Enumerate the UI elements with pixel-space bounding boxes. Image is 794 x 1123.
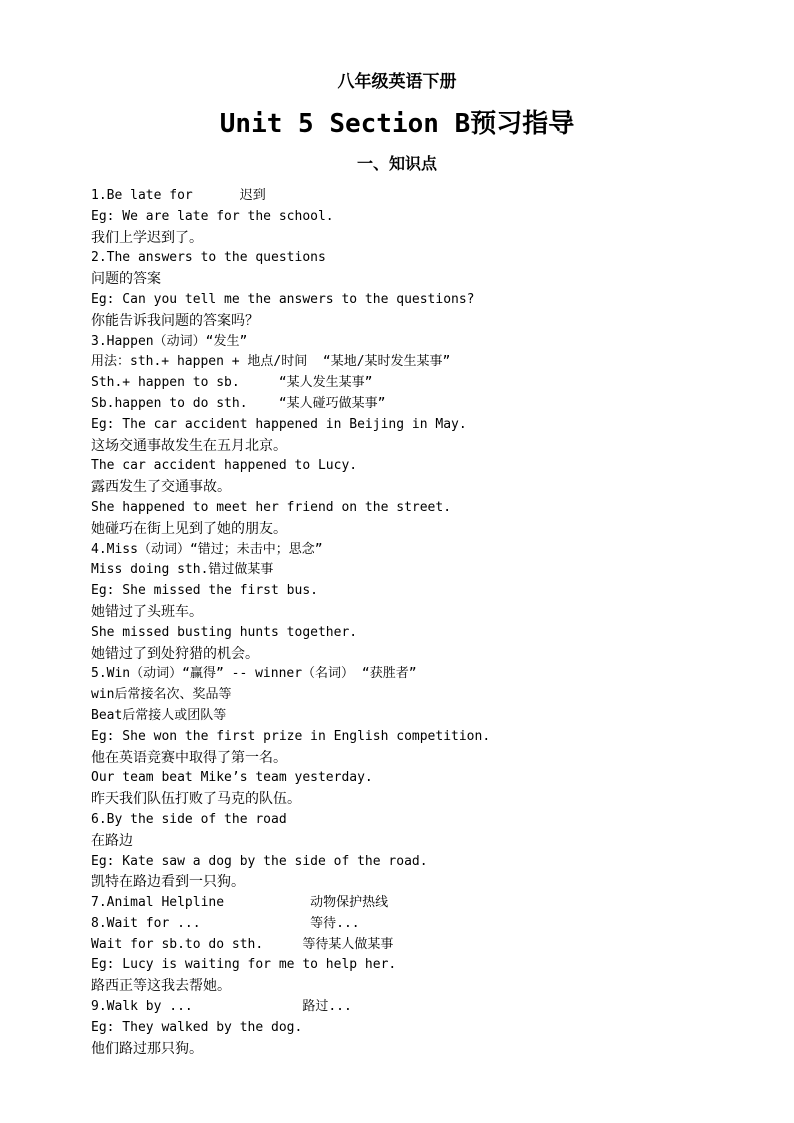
content-line: She missed busting hunts together. (91, 624, 358, 640)
content-line: Miss doing sth.错过做某事 (91, 562, 274, 578)
content-line: 我们上学迟到了。 (91, 229, 203, 246)
unit-title: Unit 5 Section B预习指导 (219, 109, 575, 139)
content-line: 问题的答案 (91, 271, 161, 288)
content-line: Wait for sb.to do sth. 等待某人做某事 (91, 936, 394, 952)
content-line: 她错过了头班车。 (91, 603, 203, 620)
content-line: 她碰巧在街上见到了她的朋友。 (91, 520, 287, 537)
content-line: 4.Miss（动词）“错过；未击中；思念” (91, 541, 323, 557)
content-line: Sth.+ happen to sb. “某人发生某事” (91, 375, 373, 391)
content-line: 路西正等这我去帮她。 (91, 978, 231, 995)
content-line: The car accident happened to Lucy. (91, 458, 358, 474)
content-line: 他在英语竞赛中取得了第一名。 (91, 749, 287, 766)
content-line: Eg: Can you tell me the answers to the questions? (91, 291, 475, 307)
content-line: 8.Wait for ... 等待... (91, 915, 360, 931)
content-line: Eg: Lucy is waiting for me to help her. (91, 957, 397, 973)
content-line: 3.Happen（动词）“发生” (91, 333, 248, 349)
content-line: Eg: She missed the first bus. (91, 583, 318, 599)
content-line: Beat后常接人或团队等 (91, 707, 227, 723)
content-line: 7.Animal Helpline 动物保护热线 (91, 895, 389, 911)
content-line: Eg: Kate saw a dog by the side of the road. (91, 853, 428, 869)
content-line: 用法：sth.+ happen + 地点/时间 “某地/某时发生某事” (91, 354, 451, 370)
content-line: 在路边 (91, 832, 133, 849)
content-line: Eg: They walked by the dog. (91, 1019, 303, 1035)
content-line: 她错过了到处狩猎的机会。 (91, 645, 259, 662)
content-line: 凯特在路边看到一只狗。 (91, 874, 245, 891)
content-line: 这场交通事故发生在五月北京。 (91, 437, 287, 454)
content-line: 2.The answers to the questions (91, 250, 326, 266)
section-heading: 一、知识点 (356, 154, 437, 173)
knowledge-points-list (91, 186, 751, 1059)
content-line: 露西发生了交通事故。 (91, 479, 231, 496)
content-line: 你能告诉我问题的答案吗？ (91, 312, 259, 329)
content-line: 5.Win（动词）“赢得” -- winner（名词） “获胜者” (91, 666, 417, 682)
content-line: 6.By the side of the road (91, 811, 287, 827)
content-line: Eg: She won the first prize in English competition. (91, 728, 491, 744)
content-line: Sb.happen to do sth. “某人碰巧做某事” (91, 395, 386, 411)
content-line: 9.Walk by ... 路过... (91, 999, 352, 1015)
content-line: win后常接名次、奖品等 (91, 687, 232, 703)
content-line: 1.Be late for 迟到 (91, 188, 266, 203)
content-line: She happened to meet her friend on the street. (91, 499, 452, 515)
content-line: 他们路过那只狗。 (91, 1040, 203, 1057)
content-line: 昨天我们队伍打败了马克的队伍。 (91, 791, 301, 808)
content-line: Eg: We are late for the school. (91, 208, 334, 224)
content-line: Eg: The car accident happened in Beijing in May. (91, 416, 467, 432)
grade-title: 八年级英语下册 (337, 72, 457, 92)
content-line: Our team beat Mike’s team yesterday. (91, 770, 373, 786)
